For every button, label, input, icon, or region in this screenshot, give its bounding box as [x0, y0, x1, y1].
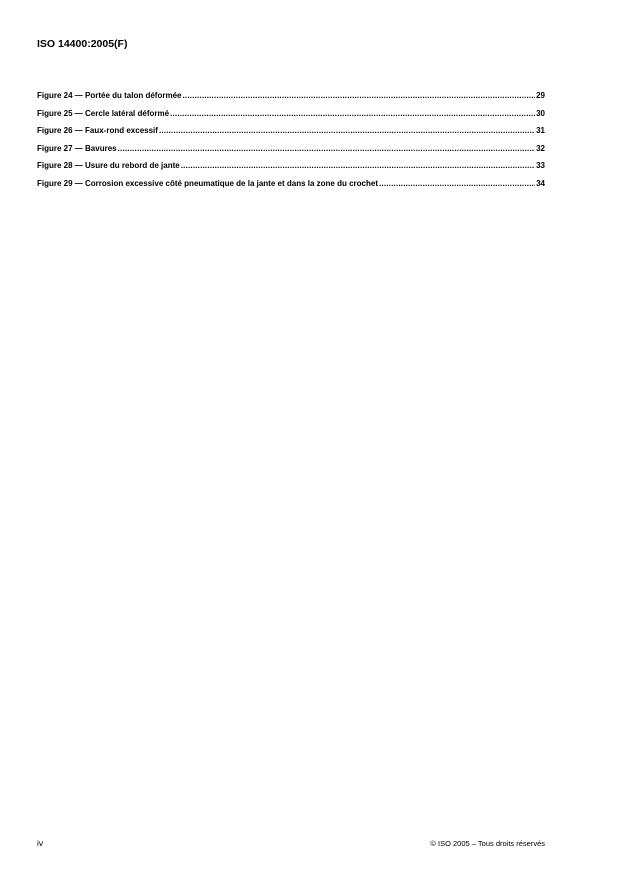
- toc-entry[interactable]: [37, 140, 545, 158]
- toc-entry-page: 32: [536, 143, 545, 153]
- toc-entry[interactable]: [37, 157, 545, 175]
- document-header: ISO 14400:2005(F): [37, 38, 128, 50]
- toc-leader-dots: [118, 140, 536, 158]
- footer-page-number: iv: [37, 838, 44, 848]
- toc-entry[interactable]: [37, 122, 545, 140]
- toc-leader-dots: [379, 175, 535, 193]
- toc-leader-dots: [182, 87, 535, 105]
- toc-leader-dots: [181, 157, 535, 175]
- toc-entry-title: Figure 29 — Corrosion excessive côté pneumatique de la jante et dans la zone du crochet: [37, 178, 378, 188]
- toc-entry-page: 33: [536, 161, 545, 171]
- toc-entry-page: 30: [536, 108, 545, 118]
- toc-entry-title: Figure 28 — Usure du rebord de jante: [37, 161, 180, 171]
- toc-entry-title: Figure 25 — Cercle latéral déformé: [37, 108, 170, 118]
- toc-leader-dots: [170, 105, 535, 123]
- toc-entry-page: 29: [536, 91, 545, 100]
- toc-leader-dots: [159, 122, 535, 140]
- footer-copyright: © ISO 2005 – Tous droits réservés: [430, 839, 545, 848]
- figure-list: [37, 87, 545, 193]
- toc-entry[interactable]: [37, 105, 545, 123]
- toc-entry-page: 34: [536, 178, 545, 188]
- toc-entry-page: 31: [536, 126, 545, 136]
- toc-entry-title: Figure 26 — Faux-rond excessif: [37, 126, 158, 136]
- toc-entry-title: Figure 24 — Portée du talon déformée: [37, 91, 182, 100]
- toc-entry[interactable]: [37, 175, 545, 193]
- toc-entry[interactable]: [37, 87, 545, 105]
- toc-entry-title: Figure 27 — Bavures: [37, 143, 117, 153]
